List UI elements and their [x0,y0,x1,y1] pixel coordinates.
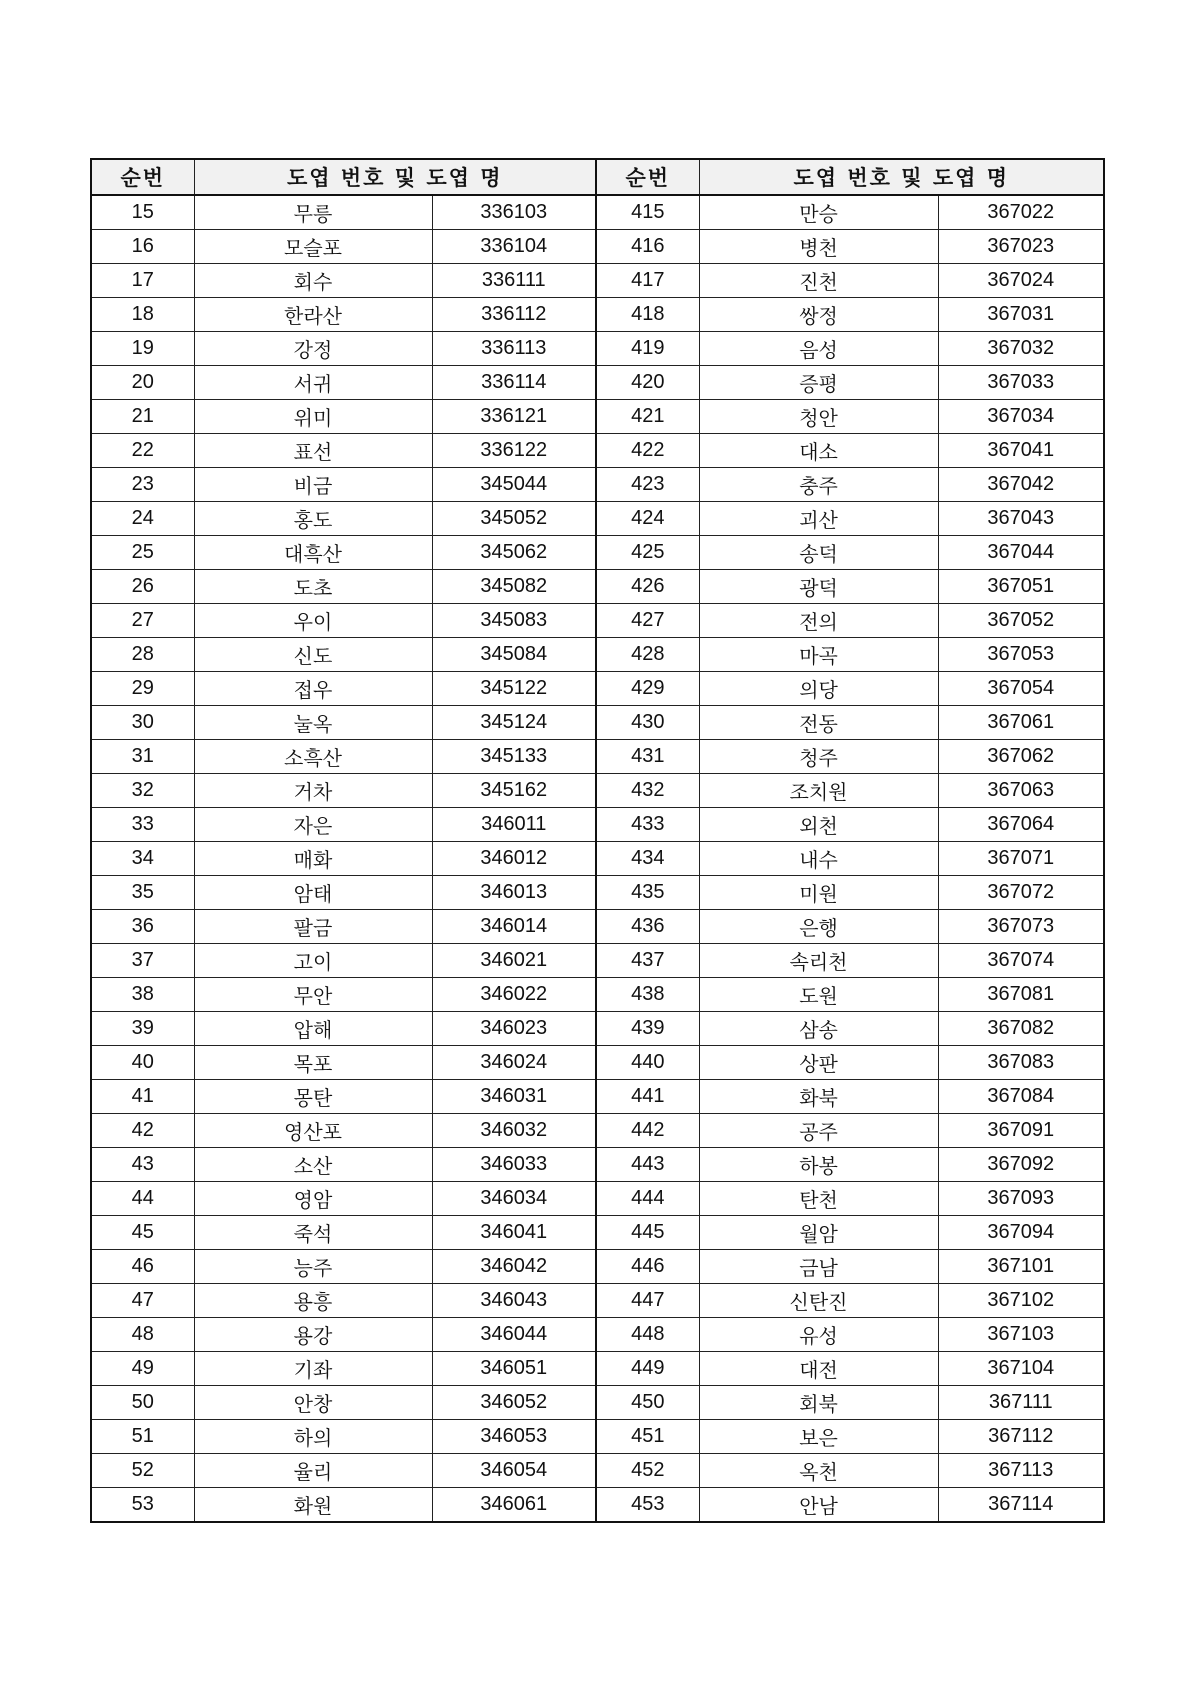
left-sheet-code-cell: 346011 [432,808,596,842]
table-row [91,1352,1104,1386]
left-sheet-code-cell: 346021 [432,944,596,978]
left-seq-cell: 25 [91,536,194,570]
table-row [91,706,1104,740]
right-sheet-code-cell: 367104 [938,1352,1104,1386]
left-seq-cell: 40 [91,1046,194,1080]
table-row [91,1114,1104,1148]
right-sheet-name-cell: 보은 [699,1420,938,1454]
right-seq-cell: 419 [596,332,699,366]
right-seq-cell: 430 [596,706,699,740]
right-seq-cell: 418 [596,298,699,332]
left-sheet-code-cell: 346023 [432,1012,596,1046]
left-seq-cell: 34 [91,842,194,876]
left-sheet-code-cell: 336114 [432,366,596,400]
right-seq-cell: 423 [596,468,699,502]
right-sheet-name-cell: 탄천 [699,1182,938,1216]
table-row [91,332,1104,366]
left-sheet-code-cell: 345084 [432,638,596,672]
right-sheet-code-cell: 367054 [938,672,1104,706]
left-sheet-code-cell: 345124 [432,706,596,740]
left-sheet-code-cell: 346054 [432,1454,596,1488]
right-sheet-name-cell: 의당 [699,672,938,706]
right-sheet-name-cell: 내수 [699,842,938,876]
table-row [91,842,1104,876]
right-sheet-name-cell: 전동 [699,706,938,740]
left-sheet-name-cell: 율리 [194,1454,432,1488]
left-sheet-name-cell: 무릉 [194,195,432,230]
right-seq-cell: 449 [596,1352,699,1386]
left-sheet-name-cell: 매화 [194,842,432,876]
table-row [91,1012,1104,1046]
left-sheet-code-cell: 346012 [432,842,596,876]
right-seq-cell: 436 [596,910,699,944]
right-seq-cell: 415 [596,195,699,230]
table-body [91,195,1104,1522]
left-seq-cell: 20 [91,366,194,400]
left-sheet-name-cell: 압해 [194,1012,432,1046]
left-sheet-code-cell: 345162 [432,774,596,808]
right-sheet-code-cell: 367053 [938,638,1104,672]
left-sheet-name-cell: 도초 [194,570,432,604]
left-seq-cell: 37 [91,944,194,978]
left-seq-cell: 36 [91,910,194,944]
left-seq-cell: 23 [91,468,194,502]
right-seq-cell: 453 [596,1488,699,1523]
right-sheet-name-cell: 조치원 [699,774,938,808]
right-sheet-name-cell: 은행 [699,910,938,944]
right-seq-cell: 442 [596,1114,699,1148]
right-sheet-code-cell: 367034 [938,400,1104,434]
left-sheet-name-cell: 암태 [194,876,432,910]
left-sheet-code-cell: 346041 [432,1216,596,1250]
left-seq-cell: 15 [91,195,194,230]
left-seq-cell: 41 [91,1080,194,1114]
right-sheet-name-cell: 증평 [699,366,938,400]
left-sheet-code-cell: 346032 [432,1114,596,1148]
left-sheet-name-cell: 홍도 [194,502,432,536]
right-sheet-code-cell: 367073 [938,910,1104,944]
right-sheet-code-cell: 367061 [938,706,1104,740]
left-seq-cell: 18 [91,298,194,332]
left-sheet-code-cell: 346014 [432,910,596,944]
left-seq-cell: 39 [91,1012,194,1046]
right-sheet-name-cell: 유성 [699,1318,938,1352]
right-sheet-name-cell: 회북 [699,1386,938,1420]
table-row [91,672,1104,706]
right-seq-cell: 444 [596,1182,699,1216]
table-row [91,195,1104,230]
right-sheet-name-cell: 옥천 [699,1454,938,1488]
right-seq-cell: 450 [596,1386,699,1420]
left-sheet-name-cell: 팔금 [194,910,432,944]
left-seq-cell: 21 [91,400,194,434]
right-seq-cell: 452 [596,1454,699,1488]
table-row [91,570,1104,604]
left-sheet-code-cell: 346052 [432,1386,596,1420]
right-sheet-code-cell: 367063 [938,774,1104,808]
header-row [91,159,1104,195]
right-sheet-code-cell: 367101 [938,1250,1104,1284]
right-sheet-name-cell: 병천 [699,230,938,264]
right-sheet-name-cell: 미원 [699,876,938,910]
right-seq-cell: 429 [596,672,699,706]
right-sheet-code-cell: 367062 [938,740,1104,774]
table-row [91,978,1104,1012]
left-sheet-name-cell: 영산포 [194,1114,432,1148]
left-sheet-code-cell: 346044 [432,1318,596,1352]
right-sheet-code-cell: 367023 [938,230,1104,264]
left-sheet-code-cell: 336104 [432,230,596,264]
left-sheet-code-cell: 336103 [432,195,596,230]
right-sheet-name-cell: 안남 [699,1488,938,1523]
right-sheet-code-cell: 367114 [938,1488,1104,1523]
left-seq-cell: 27 [91,604,194,638]
left-seq-cell: 26 [91,570,194,604]
right-seq-cell: 431 [596,740,699,774]
right-seq-cell: 417 [596,264,699,298]
right-sheet-code-cell: 367024 [938,264,1104,298]
left-sheet-code-cell: 346042 [432,1250,596,1284]
left-sheet-name-cell: 화원 [194,1488,432,1523]
left-sheet-code-cell: 336113 [432,332,596,366]
left-sheet-name-cell: 표선 [194,434,432,468]
right-sheet-name-cell: 속리천 [699,944,938,978]
right-sheet-name-cell: 송덕 [699,536,938,570]
right-sheet-code-cell: 367112 [938,1420,1104,1454]
table-row [91,774,1104,808]
left-seq-cell: 51 [91,1420,194,1454]
table-row [91,1250,1104,1284]
left-sheet-code-cell: 346051 [432,1352,596,1386]
left-seq-cell: 49 [91,1352,194,1386]
left-sheet-name-cell: 고이 [194,944,432,978]
left-sheet-name-cell: 서귀 [194,366,432,400]
left-sheet-code-cell: 346034 [432,1182,596,1216]
right-seq-cell: 441 [596,1080,699,1114]
right-seq-cell: 434 [596,842,699,876]
table-header [91,159,1104,195]
right-sheet-code-cell: 367081 [938,978,1104,1012]
table-row [91,1182,1104,1216]
right-sheet-name-cell: 청안 [699,400,938,434]
right-sheet-name-cell: 청주 [699,740,938,774]
right-seq-cell: 426 [596,570,699,604]
right-seq-cell: 424 [596,502,699,536]
right-sheet-name-cell: 월암 [699,1216,938,1250]
left-sheet-name-cell: 대흑산 [194,536,432,570]
right-sheet-code-cell: 367113 [938,1454,1104,1488]
right-sheet-name-cell: 진천 [699,264,938,298]
right-sheet-name-cell: 삼송 [699,1012,938,1046]
right-sheet-name-cell: 쌍정 [699,298,938,332]
table-row [91,298,1104,332]
left-sheet-code-cell: 346033 [432,1148,596,1182]
left-sheet-name-cell: 모슬포 [194,230,432,264]
left-sheet-name-cell: 목포 [194,1046,432,1080]
left-sheet-name-cell: 거차 [194,774,432,808]
right-sheet-code-cell: 367051 [938,570,1104,604]
left-sheet-name-cell: 능주 [194,1250,432,1284]
header-left-seq: 순번 [91,159,194,195]
right-sheet-name-cell: 음성 [699,332,938,366]
left-sheet-name-cell: 강정 [194,332,432,366]
map-sheet-table [90,158,1105,1523]
right-sheet-name-cell: 대소 [699,434,938,468]
left-sheet-name-cell: 신도 [194,638,432,672]
right-sheet-name-cell: 상판 [699,1046,938,1080]
right-seq-cell: 420 [596,366,699,400]
right-sheet-code-cell: 367082 [938,1012,1104,1046]
right-sheet-code-cell: 367071 [938,842,1104,876]
table-row [91,536,1104,570]
right-sheet-code-cell: 367094 [938,1216,1104,1250]
left-seq-cell: 29 [91,672,194,706]
left-seq-cell: 19 [91,332,194,366]
right-seq-cell: 422 [596,434,699,468]
left-sheet-name-cell: 회수 [194,264,432,298]
right-sheet-code-cell: 367092 [938,1148,1104,1182]
table-row [91,434,1104,468]
left-seq-cell: 30 [91,706,194,740]
table-row [91,1080,1104,1114]
left-seq-cell: 48 [91,1318,194,1352]
left-seq-cell: 50 [91,1386,194,1420]
right-seq-cell: 438 [596,978,699,1012]
header-left-sheet: 도엽 번호 및 도엽 명 [194,159,596,195]
left-sheet-name-cell: 하의 [194,1420,432,1454]
left-seq-cell: 22 [91,434,194,468]
left-seq-cell: 44 [91,1182,194,1216]
left-seq-cell: 35 [91,876,194,910]
table-row [91,740,1104,774]
right-sheet-code-cell: 367052 [938,604,1104,638]
right-seq-cell: 425 [596,536,699,570]
right-seq-cell: 451 [596,1420,699,1454]
table-row [91,944,1104,978]
right-sheet-name-cell: 충주 [699,468,938,502]
left-seq-cell: 42 [91,1114,194,1148]
left-sheet-code-cell: 346024 [432,1046,596,1080]
left-sheet-code-cell: 336121 [432,400,596,434]
right-seq-cell: 440 [596,1046,699,1080]
right-sheet-code-cell: 367064 [938,808,1104,842]
right-sheet-name-cell: 만승 [699,195,938,230]
right-sheet-code-cell: 367111 [938,1386,1104,1420]
right-sheet-name-cell: 마곡 [699,638,938,672]
left-sheet-code-cell: 336111 [432,264,596,298]
table-row [91,468,1104,502]
right-sheet-code-cell: 367091 [938,1114,1104,1148]
right-seq-cell: 421 [596,400,699,434]
right-sheet-code-cell: 367041 [938,434,1104,468]
table-row [91,910,1104,944]
left-seq-cell: 33 [91,808,194,842]
right-sheet-code-cell: 367072 [938,876,1104,910]
left-seq-cell: 46 [91,1250,194,1284]
right-sheet-code-cell: 367044 [938,536,1104,570]
table-row [91,1454,1104,1488]
table-row [91,876,1104,910]
left-seq-cell: 52 [91,1454,194,1488]
table-row [91,638,1104,672]
left-sheet-name-cell: 접우 [194,672,432,706]
left-seq-cell: 16 [91,230,194,264]
left-sheet-name-cell: 자은 [194,808,432,842]
table-row [91,502,1104,536]
right-sheet-code-cell: 367083 [938,1046,1104,1080]
table-row [91,1386,1104,1420]
left-sheet-name-cell: 죽석 [194,1216,432,1250]
left-sheet-code-cell: 336112 [432,298,596,332]
right-seq-cell: 447 [596,1284,699,1318]
left-sheet-name-cell: 소흑산 [194,740,432,774]
table-row [91,808,1104,842]
table-row [91,1284,1104,1318]
table-row [91,230,1104,264]
left-sheet-name-cell: 기좌 [194,1352,432,1386]
left-seq-cell: 32 [91,774,194,808]
header-right-sheet: 도엽 번호 및 도엽 명 [699,159,1104,195]
table-row [91,1216,1104,1250]
right-seq-cell: 446 [596,1250,699,1284]
right-seq-cell: 445 [596,1216,699,1250]
left-sheet-code-cell: 336122 [432,434,596,468]
right-sheet-name-cell: 괴산 [699,502,938,536]
left-sheet-code-cell: 345083 [432,604,596,638]
right-sheet-name-cell: 금남 [699,1250,938,1284]
left-seq-cell: 43 [91,1148,194,1182]
right-sheet-code-cell: 367084 [938,1080,1104,1114]
left-seq-cell: 28 [91,638,194,672]
right-seq-cell: 432 [596,774,699,808]
table-row [91,1046,1104,1080]
left-sheet-name-cell: 무안 [194,978,432,1012]
right-sheet-name-cell: 전의 [699,604,938,638]
right-sheet-code-cell: 367032 [938,332,1104,366]
right-sheet-name-cell: 신탄진 [699,1284,938,1318]
table-row [91,366,1104,400]
table-row [91,1420,1104,1454]
right-sheet-code-cell: 367033 [938,366,1104,400]
left-sheet-code-cell: 346022 [432,978,596,1012]
right-sheet-code-cell: 367043 [938,502,1104,536]
left-sheet-name-cell: 눌옥 [194,706,432,740]
right-seq-cell: 439 [596,1012,699,1046]
right-sheet-code-cell: 367074 [938,944,1104,978]
left-sheet-name-cell: 비금 [194,468,432,502]
left-sheet-name-cell: 우이 [194,604,432,638]
left-sheet-name-cell: 몽탄 [194,1080,432,1114]
right-sheet-code-cell: 367042 [938,468,1104,502]
right-sheet-name-cell: 공주 [699,1114,938,1148]
left-sheet-code-cell: 345052 [432,502,596,536]
right-sheet-name-cell: 광덕 [699,570,938,604]
right-sheet-name-cell: 도원 [699,978,938,1012]
right-seq-cell: 443 [596,1148,699,1182]
right-sheet-code-cell: 367022 [938,195,1104,230]
left-sheet-code-cell: 345044 [432,468,596,502]
right-sheet-code-cell: 367103 [938,1318,1104,1352]
right-sheet-name-cell: 화북 [699,1080,938,1114]
right-seq-cell: 435 [596,876,699,910]
left-sheet-code-cell: 345133 [432,740,596,774]
right-sheet-code-cell: 367093 [938,1182,1104,1216]
left-sheet-name-cell: 안창 [194,1386,432,1420]
left-sheet-code-cell: 346053 [432,1420,596,1454]
left-sheet-code-cell: 346031 [432,1080,596,1114]
left-sheet-name-cell: 위미 [194,400,432,434]
right-seq-cell: 416 [596,230,699,264]
left-sheet-code-cell: 346013 [432,876,596,910]
right-sheet-name-cell: 대전 [699,1352,938,1386]
right-sheet-name-cell: 하봉 [699,1148,938,1182]
left-sheet-code-cell: 345122 [432,672,596,706]
table-row [91,1488,1104,1523]
left-sheet-code-cell: 345082 [432,570,596,604]
right-seq-cell: 448 [596,1318,699,1352]
left-seq-cell: 47 [91,1284,194,1318]
left-seq-cell: 45 [91,1216,194,1250]
table-row [91,604,1104,638]
right-seq-cell: 428 [596,638,699,672]
left-sheet-name-cell: 한라산 [194,298,432,332]
right-sheet-code-cell: 367102 [938,1284,1104,1318]
left-sheet-code-cell: 345062 [432,536,596,570]
left-seq-cell: 31 [91,740,194,774]
right-seq-cell: 427 [596,604,699,638]
header-right-seq: 순번 [596,159,699,195]
left-sheet-name-cell: 소산 [194,1148,432,1182]
left-seq-cell: 24 [91,502,194,536]
left-sheet-code-cell: 346061 [432,1488,596,1523]
right-sheet-code-cell: 367031 [938,298,1104,332]
left-sheet-name-cell: 용강 [194,1318,432,1352]
right-sheet-name-cell: 외천 [699,808,938,842]
right-seq-cell: 437 [596,944,699,978]
table-row [91,264,1104,298]
left-sheet-code-cell: 346043 [432,1284,596,1318]
table-row [91,400,1104,434]
left-seq-cell: 17 [91,264,194,298]
table-row [91,1148,1104,1182]
left-sheet-name-cell: 용흥 [194,1284,432,1318]
left-seq-cell: 38 [91,978,194,1012]
table-row [91,1318,1104,1352]
left-seq-cell: 53 [91,1488,194,1523]
left-sheet-name-cell: 영암 [194,1182,432,1216]
right-seq-cell: 433 [596,808,699,842]
